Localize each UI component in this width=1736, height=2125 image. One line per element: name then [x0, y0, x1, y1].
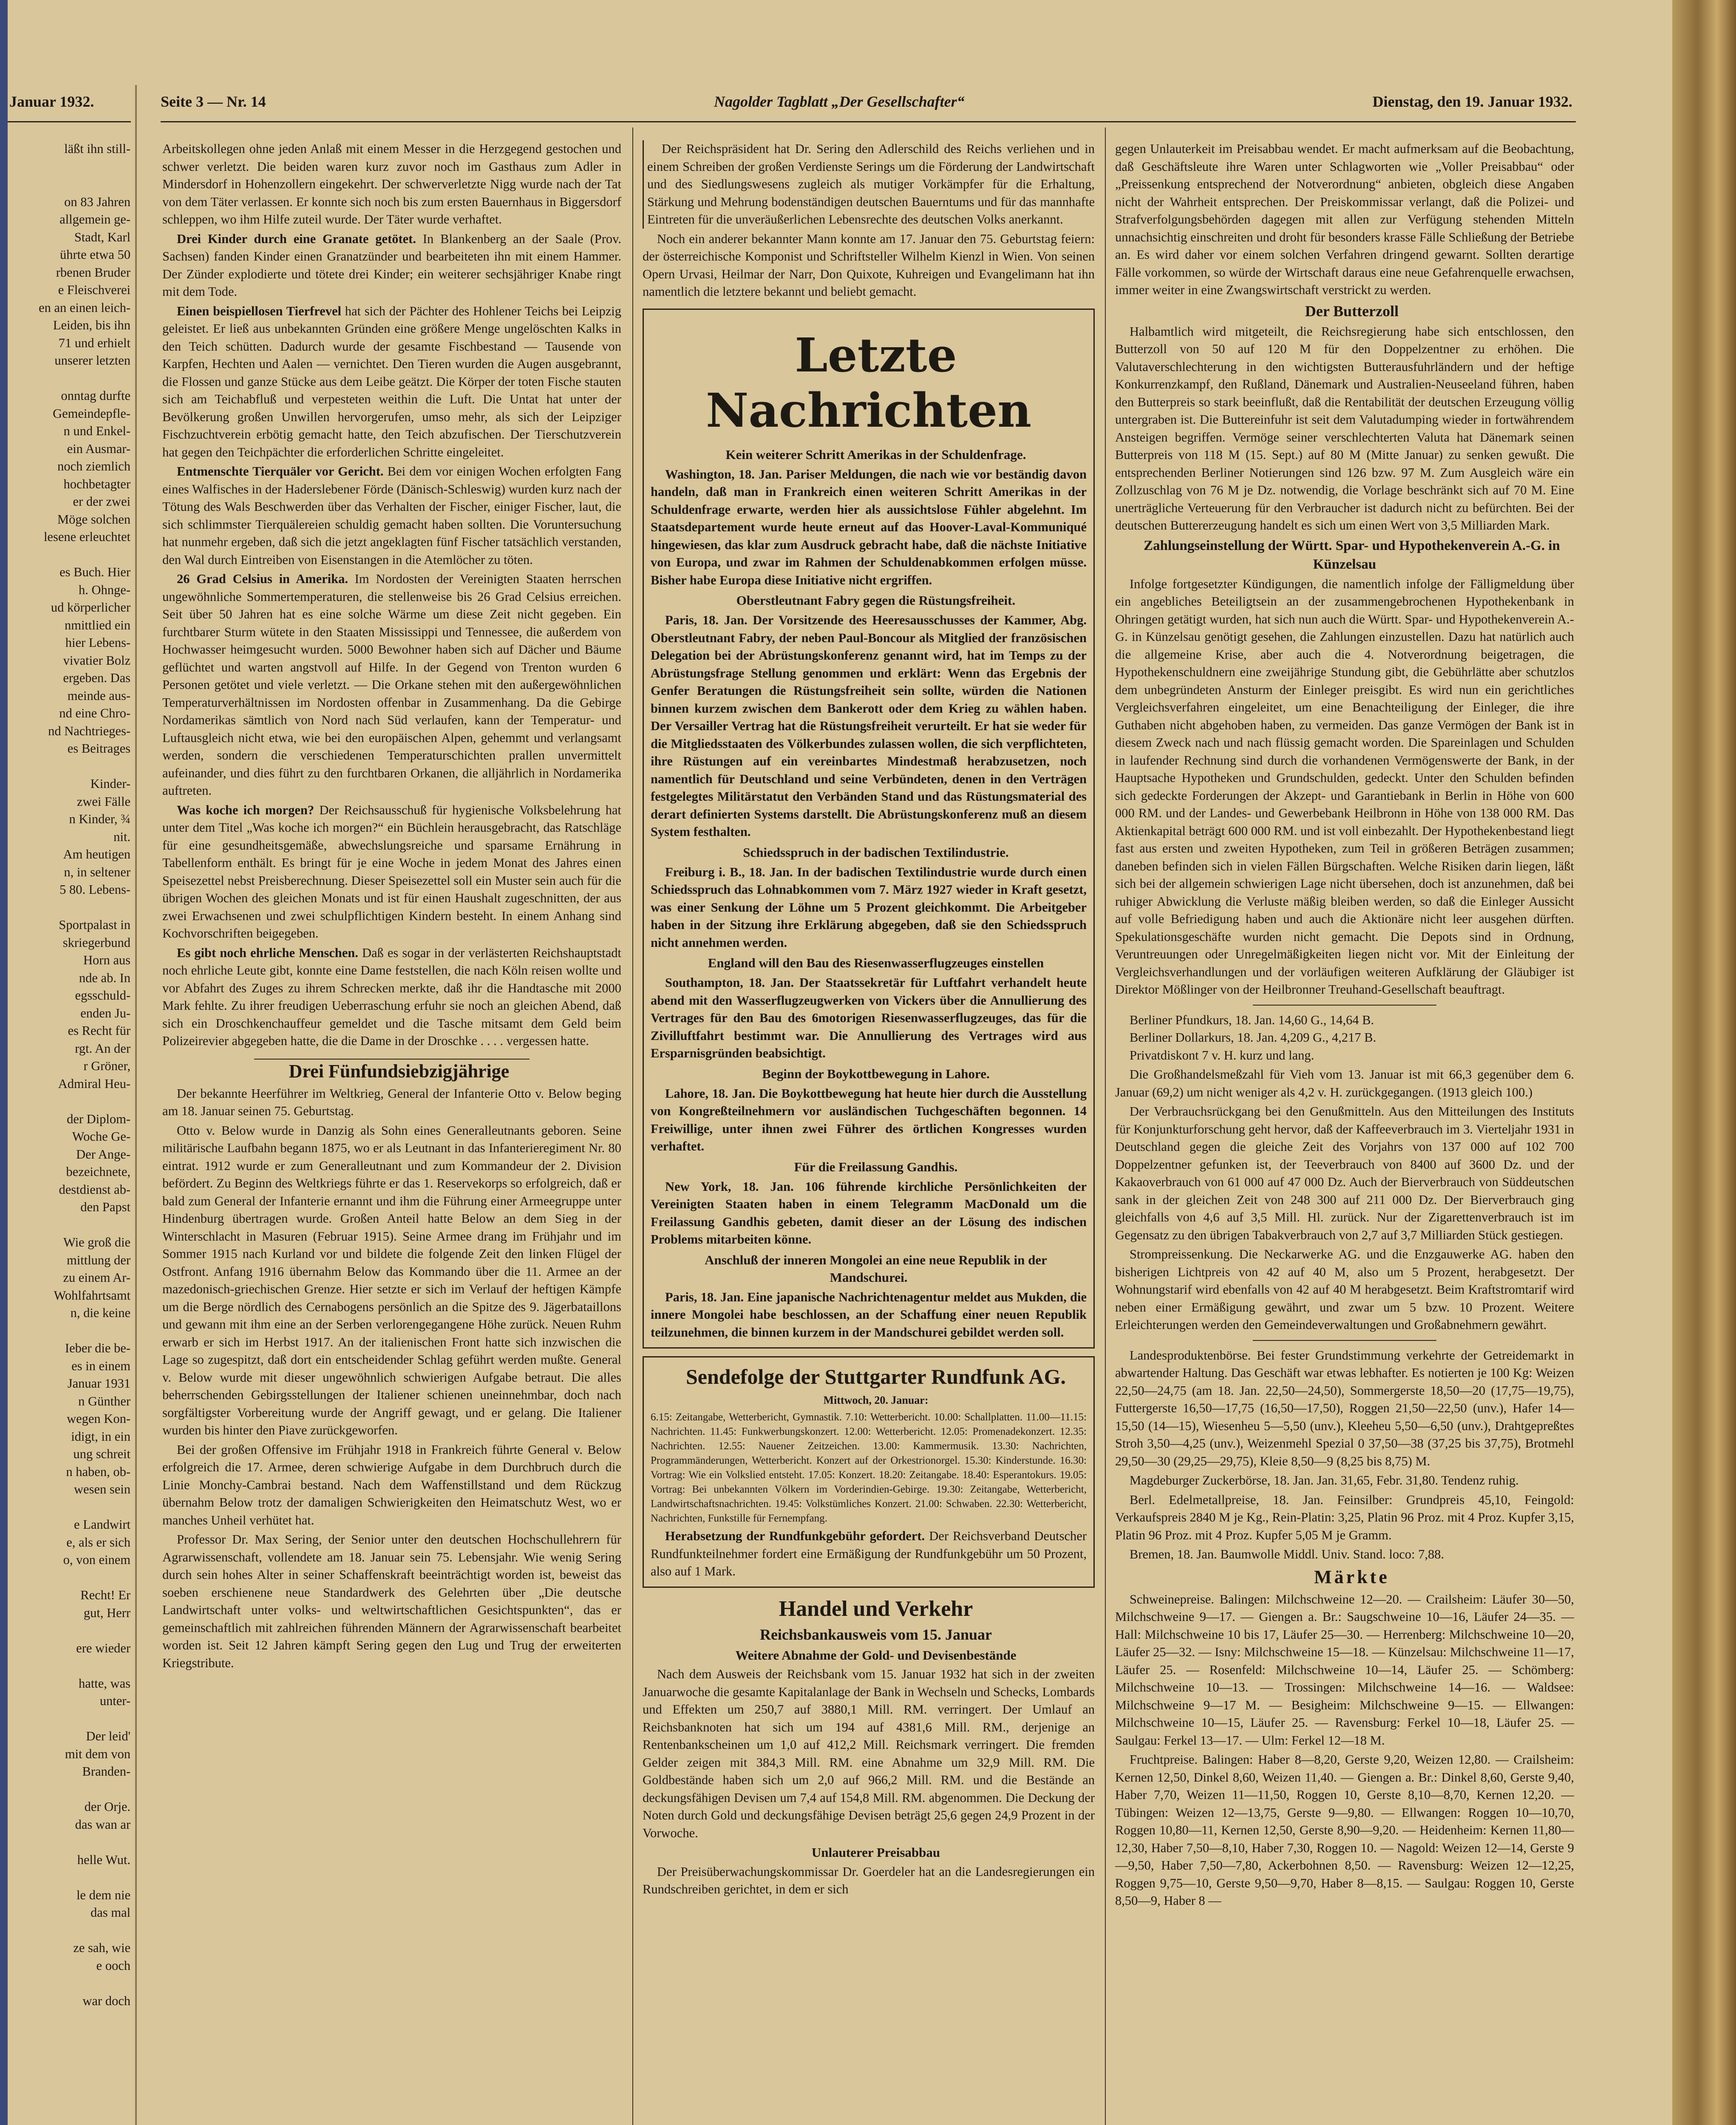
left-fragment-line: on 83 Jahren — [64, 194, 130, 209]
left-fragment-line: ere wieder — [76, 1640, 130, 1655]
left-fragment-line: das mal — [90, 1905, 130, 1920]
heading-butter: Der Butterzoll — [1305, 302, 1399, 320]
left-fragment-line: nd Nachtrieges- — [48, 723, 130, 738]
radio-program-box — [643, 1356, 1095, 1588]
heading-latest-news: Letzte Nachrichten — [705, 327, 1032, 438]
article-kienzl: Noch ein anderer bekannter Mann konnte am 17. Januar den 75. Geburtstag feiern: der österreichische Komponist und Schriftsteller Wilhelm Kienzl in Wien. Von seinen Opern Urvasi, Heilmar der Narr, Don Quixote, Kuhreigen und Evangelimann hat ihn namentlich die letztere bekannt und beliebt gemacht. — [643, 231, 1095, 299]
left-header-rule — [8, 121, 131, 122]
left-fragment-line: ührte etwa 50 — [60, 247, 130, 262]
article-wholesale-index: Die Großhandelsmeßzahl für Vieh vom 13. Januar ist mit 66,3 gegenüber dem 6. Januar (69,2) um nicht weniger als 4,2 v. H. zurückgegangen. (1913 gleich 100.) — [1115, 1067, 1574, 1099]
latest-news-box — [643, 309, 1095, 1349]
news-mongolia-head: Anschluß der inneren Mongolei an eine neue Republik in der Mandschurei. — [705, 1252, 1047, 1285]
heading-trade: Handel und Verkehr — [779, 1596, 973, 1621]
article-cooking — [162, 802, 621, 943]
left-fragment-line: rgt. An der — [75, 1041, 130, 1056]
left-fragment-line: h. Ohnge- — [79, 582, 130, 597]
left-fragment-line: o, von einem — [63, 1553, 130, 1567]
left-fragment-line: ung schreit — [73, 1447, 130, 1461]
left-fragment-line: Horn aus — [83, 953, 130, 967]
article-grenade-lead: Drei Kinder durch eine Granate getötet. — [177, 231, 416, 246]
column-3 — [1115, 140, 1574, 2125]
left-fragment-line: n, die keine — [70, 1306, 130, 1320]
left-fragment-line: zu einem Ar- — [63, 1270, 130, 1285]
heading-gold-decline: Weitere Abnahme der Gold- und Devisenbestände — [735, 1647, 1017, 1663]
article-butter: Halbamtlich wird mitgeteilt, die Reichsregierung habe sich entschlossen, den Butterzoll von 50 auf 120 M für den Doppelzentner zu erhöhen. Die Valutaverschlechterung in den wichtigsten Butterausfuhrländern und der heftige Konkurrenzkampf, den Rußland, Dänemark und Australien-Neuseeland führen, haben den Butterpreis so stark beeinflußt, daß die Rentabilität der deutschen Erzeugung völlig untergraben ist. Die Buttereinfuhr ist seit dem Valutadumping wieder in fortwährendem Ansteigen begriffen. Vermöge seiner verschlechterten Valuta hat Dänemark seinen Butterpreis von 118 M (15. Sept.) auf 80 M (Mitte Januar) zu senken gewußt. Die entsprechenden Berliner Notierungen sind 126 bzw. 97 M. Zum Ausgleich wäre ein Zollzuschlag von 76 M je Dz. notwendig, die Vorlage beschränkt sich auf 70 M. Eine unerträgliche Verteuerung für den Verbraucher ist dadurch nicht zu befürchten. Bei der deutschen Buttererzeugung handelt es sich um einen Wert von 3,5 Milliarden Mark. — [1115, 324, 1574, 533]
left-fragment-line: Wie groß die — [63, 1235, 130, 1250]
left-fragment-gap — [9, 1922, 130, 1940]
left-fragment-line: Kinder- — [90, 776, 130, 791]
left-fragment-line: n haben, ob- — [66, 1464, 130, 1479]
column-rule-1 — [632, 128, 633, 2125]
article-pig-prices: Schweinepreise. Balingen: Milchschweine 12—20. — Crailsheim: Läufer 30—50, Milchschweine 9—17. — Giengen a. Br.: Saugschweine 10—16, Läufer 24—35. — Hall: Milchschweine 10 bis 17, Läufer 25—30. — Herrenberg: Milchschweine 10—20, Läufer 25—32. — Isny: Milchschweine 15—18. — Künzelsau: Milchschweine 11—17, Läufer 25. — Rosenfeld: Milchschweine 10—14, Läufer 25. — Schömberg: Milchschweine 10—13. — Trossingen: Milchschweine 14—16. — Waldsee: Milchschweine 9—17 M. — Besigheim: Milchschweine 9—15. — Ellwangen: Milchschweine 10—15, Läufer 25. — Ravensburg: Ferkel 10—18, Läufer 25. — Saulgau: Ferkel 13—17. — Ulm: Ferkel 12—18 M. — [1115, 1592, 1574, 1748]
left-fragment-line: mit dem von — [65, 1746, 130, 1761]
left-fragment-line: meinde aus- — [67, 688, 130, 703]
left-fragment-gap — [9, 1833, 130, 1851]
left-fragment-gap — [9, 1499, 130, 1516]
left-fragment-line: der Diplom- — [67, 1111, 130, 1126]
left-fragment-gap — [9, 1622, 130, 1640]
radio-schedule: 6.15: Zeitangabe, Wetterbericht, Gymnastik. 7.10: Wetterbericht. 10.00: Schallplatten. 11.00—11.15: Nachrichten. 11.45: Funkwerbungskonzert. 12.00: Wetterbericht. 12.05: Promenadekonzert. 12.35: Nachrichten. 12.55: Nauener Zeitzeichen. 13.00: Kammermusik. 13.30: Nachrichten, Programmänderungen, Wetterbericht. Konzert auf der Orkestrionorgel. 15.30: Kinderstunde. 16.30: Vortrag: Wie ein Volkslied entsteht. 17.05: Konzert. 18.20: Zeitangabe. 18.40: Esperantokurs. 19.05: Vortrag: Bei unbekannten Völkern im Vorderindien-Gebirge. 19.30: Zeitangabe, Wetterbericht, Landwirtschaftsnachrichten. 19.45: Volkstümliches Konzert. 21.00: Schwaben. 22.30: Wetterbericht, Nachrichten, Funkstille für Fernempfang. — [651, 1411, 1087, 1524]
left-fragment-line: das wan ar — [75, 1817, 130, 1832]
left-fragment-line: Januar 1931 — [67, 1376, 130, 1391]
left-fragment-line: es Recht für — [68, 1023, 130, 1038]
article-honest — [162, 944, 621, 1050]
heading-reichsbank: Reichsbankausweis vom 15. Januar — [759, 1626, 992, 1643]
left-page-fragment-column — [9, 140, 130, 2125]
left-fragment-line: ud körperlicher — [51, 600, 130, 615]
left-fragment-line: er der zwei — [73, 494, 130, 509]
rate-discount: Privatdiskont 7 v. H. kurz und lang. — [1130, 1048, 1314, 1062]
news-seaplane-head: England will den Bau des Riesenwasserflugzeuges einstellen — [708, 955, 1044, 970]
left-fragment-line: destdienst ab- — [59, 1182, 130, 1197]
heading-markets: Märkte — [1314, 1566, 1390, 1587]
rate-dollar: Berliner Dollarkurs, 18. Jan. 4,209 G., 4,217 B. — [1130, 1030, 1376, 1045]
article-grenade — [162, 230, 621, 301]
left-fragment-gap — [9, 176, 130, 193]
left-fragment-line: mittlung der — [67, 1252, 130, 1267]
column-2 — [643, 140, 1095, 2125]
left-fragment-line: nit. — [113, 829, 130, 844]
left-fragment-line: Branden- — [82, 1764, 130, 1779]
left-fragment-line: n, in seltener — [64, 864, 130, 879]
radio-fee-note — [651, 1527, 1087, 1581]
rule-before-jubilees — [254, 1059, 530, 1060]
left-fragment-line: Gemeindepfle- — [53, 406, 130, 421]
left-fragment-line: bezeichnete, — [66, 1164, 130, 1179]
left-fragment-line: n Günther — [78, 1394, 130, 1408]
left-fragment-line: noch ziemlich — [57, 459, 130, 473]
news-lahore-head: Beginn der Boykottbewegung in Lahore. — [762, 1066, 990, 1081]
article-sering-award: Der Reichspräsident hat Dr. Sering den Adlerschild des Reichs verliehen und in einem Schreiben der großen Verdienste Serings um die Förderung der Landwirtschaft und des Siedlungswesens zugleich als mutiger Vorkämpfer für die Erhaltung, Stärkung und Mehrung bodenständigen deutschen Bauerntums und für das mannhafte Eintreten für die unveräußerlichen Lebensrechte des deutschen Volks anerkannt. — [643, 140, 1095, 229]
left-fragment-line: Der Ange- — [76, 1147, 130, 1162]
heading-unfair-price: Unlauterer Preisabbau — [811, 1845, 940, 1860]
left-fragment-line: le dem nie — [76, 1887, 130, 1902]
fold-gutter — [135, 85, 137, 2125]
article-consumption: Der Verbrauchsrückgang bei den Genußmitteln. Aus den Mitteilungen des Instituts für Konjunkturforschung geht hervor, daß der Kaffeeverbrauch im 3. Vierteljahr 1931 in Deutschland gegen die gleiche Zeit des Vorjahrs von 137 000 auf 102 700 Doppelzentner gefunken ist, der Teeverbrauch von 8400 auf 3600 Dz. und der Kakaoverbrauch von 61 000 auf 47 000 Dz. Auch der Bierverbrauch von Süddeutschen sank in der gleichen Zeit von 248 300 auf 211 000 Dz. Der Bierverbrauch ging gleichfalls von 4,6 auf 3,5 Mill. Hl. zurück. Nur der Zigarettenverbrauch ist im Gegensatz zu den übrigen Tabakverbrauch von 2,7 auf 3,7 Milliarden Stück gestiegen. — [1115, 1104, 1574, 1242]
radio-fee-lead: Herabsetzung der Rundfunkgebühr gefordert. — [665, 1529, 925, 1543]
left-fragment-line: egsschuld- — [75, 988, 130, 1003]
left-fragment-gap — [9, 1093, 130, 1111]
left-fragment-line: lesene erleuchtet — [43, 530, 130, 544]
left-fragment-line: den Papst — [80, 1200, 130, 1214]
left-fragment-line: es Beitrages — [67, 741, 130, 756]
news-lahore-body: Lahore, 18. Jan. Die Boykottbewegung hat heute hier durch die Ausstellung von Kongreßteilnehmern vor ausländischen Tuchgeschäften begonnen. 14 Freiwillige, unter ihnen zwei Führer des örtlichen Kongresses wurden verhaftet. — [651, 1086, 1087, 1153]
left-fragment-line: Admiral Heu- — [58, 1076, 130, 1091]
column-1 — [162, 140, 621, 2125]
left-fragment-line: es in einem — [71, 1358, 130, 1373]
left-fragment-line: enden Ju- — [80, 1006, 130, 1020]
article-below-intro: Der bekannte Heerführer im Weltkrieg, General der Infanterie Otto v. Below beging am 18. Januar seinen 75. Geburtstag. — [162, 1086, 621, 1118]
article-below-1918: Bei der großen Offensive im Frühjahr 1918 in Frankreich führte General v. Below erfolgreich die 17. Armee, deren schwierige Aufgabe in dem Durchbruch durch die Linie Monchy-Cambrai bestand. Nach dem Waffenstillstand und dem Rückzug übernahm Below trotz der damaligen Schwierigkeiten den Heimatschutz West, wo er manches Unheil verhütet hat. — [162, 1442, 621, 1527]
left-fragment-line: skriegerbund — [62, 935, 130, 950]
left-fragment-line: Der leid' — [86, 1729, 130, 1743]
left-fragment-line: Sportpalast in — [59, 918, 130, 932]
left-fragment-line: n Kinder, ¾ — [69, 812, 130, 826]
article-cooking-lead: Was koche ich morgen? — [177, 802, 314, 817]
article-fish — [162, 303, 621, 462]
left-fragment-line: unserer letzten — [54, 353, 130, 368]
news-gandhi-head: Für die Freilassung Gandhis. — [794, 1159, 958, 1174]
article-honest-body: Daß es sogar in der verlästerten Reichshauptstadt noch ehrliche Leute gibt, konnte eine Dame feststellen, die nach Köln reisen wollte und vor Abfahrt des Zuges zu ihrem Schrecken merkte, daß ihr die Handtasche mit 2000 Mark fehlte. Zu ihrer freudigen Ueberraschung erfuhr sie noch an gleichen Abend, daß sich ein Droschkenchauffeur gemeldet und die Tasche mitsamt dem Geld beim Polizeirevier abgegeben hatte, die die Dame in der Droschke . . . . vergessen hatte. — [162, 945, 621, 1048]
left-fragment-line: war doch — [82, 1993, 130, 2008]
article-heat-body: Im Nordosten der Vereinigten Staaten herrschen ungewöhnliche Sommertemperaturen, die stellenweise bis 26 Grad Celsius erreichen. Seit über 50 Jahren hat es eine solche Wärme um diese Zeit nicht gegeben. Ein furchtbarer Sturm wütete in den Staaten Mississippi und Tennessee, die außerdem von Hochwasser heimgesucht wurden. 5000 Bewohner haben sich auf Dächer und Bäume geflüchtet und warten angstvoll auf Hilfe. In der Gegend von Trenton wurden 6 Personen getötet und viele verletzt. — Die Orkane stehen mit den außergewöhnlichen Temperaturverhältnissen im Nordosten offenbar in Zusammenhang. Da die Gebirge Nordamerikas sämtlich von Nord nach Süd verlaufen, kann der Temperatur- und Luftausgleich nicht etwa, wie bei den europäischen Alpen, gehemmt und verlangsamt werden, sondern die verschiedenen Temperaturschichten prallen unvermittelt aufeinander, und dies führt zu den furchtbaren Orkanen, die alljährlich in Nordamerika auftreten. — [162, 572, 621, 798]
news-debt-head: Kein weiterer Schritt Amerikas in der Schuldenfrage. — [725, 447, 1026, 462]
article-cooking-body: Der Reichsausschuß für hygienische Volksbelehrung hat unter dem Titel „Was koche ich morgen?“ ein Büchlein herausgebracht, das Ratschläge für eine gesundheitsgemäße, abwechslungsreiche und sparsame Ernährung in Tabellenform enthält. Es bringt für je eine Woche in jedem Monat des Jahres einen Speisezettel nebst Preisberechnung. Dieser Speisezettel soll ein Muster sein auch für die übrigen Wochen des gleichen Monats und ist für einen Haushalt zugeschnitten, der aus zwei Erwachsenen und zwei schulpflichtigen Kindern besteht. In einem Anhang sind Kochvorschriften beigegeben. — [162, 802, 621, 941]
left-fragment-line: idigt, in ein — [71, 1429, 130, 1444]
radio-day: Mittwoch, 20. Januar: — [823, 1394, 929, 1406]
left-fragment-line: hatte, was — [79, 1676, 130, 1691]
article-whale-lead: Entmenschte Tierquäler vor Gericht. — [177, 464, 384, 479]
article-stabbing: Arbeitskollegen ohne jeden Anlaß mit einem Messer in die Herzgegend gestochen und schwer verletzt. Die beiden waren kurz zuvor noch im Gasthaus zum Adler in Mindersdorf in Hohenzollern eingekehrt. Der schwerverletzte Nigg wurde nach der Tat von dem Täter verlassen. Er konnte sich noch bis zum ersten Bauernhaus in Biggersdorf schleppen, wo ihm Hilfe zuteil wurde. Der Täter wurde verhaftet. — [162, 142, 621, 227]
article-grenade-body: In Blankenberg an der Saale (Prov. Sachsen) fanden Kinder einen Granatzünder und bearbeiteten ihn mit einem Hammer. Der Zünder explodierte und tötete drei Kinder; ein weiterer sechsjähriger Knabe ringt mit dem Tode. — [162, 231, 621, 299]
article-sering: Professor Dr. Max Sering, der Senior unter den deutschen Hochschullehrern für Agrarwissenschaft, vollendete am 18. Januar sein 75. Lebensjahr. Wie wenig Sering durch sein hohes Alter in seiner Schaffenskraft beeinträchtigt worden ist, beweist das soeben erschienene neue Standardwerk des Gelehrten über „Die deutsche Landwirtschaft unter volks- und weltwirtschaftlichen Gesichtspunkten“, das er gemeinschaftlich mit zahlreichen führenden Männern der Agrarwissenschaft bearbeitet worden ist. Seit 12 Jahren kämpft Sering gegen den Lug und Trug der erweiterten Kriegstribute. — [162, 1532, 621, 1670]
left-fragment-line: hochbetagter — [63, 476, 130, 491]
left-fragment-line: wesen sein — [74, 1482, 130, 1496]
left-fragment-line: Ieber die be- — [65, 1341, 130, 1355]
news-textile-body: Freiburg i. B., 18. Jan. In der badischen Textilindustrie wurde durch einen Schiedsspruch das Lohnabkommen vom 7. März 1927 wieder in Kraft gesetzt, was einer Senkung der Löhne um 5 Prozent gleichkommt. Die Arbeitgeber haben in der Sitzung ihre Erklärung abgegeben, daß sie den Schiedsspruch nicht annehmen werden. — [651, 864, 1087, 950]
left-fragment-line: nde ab. In — [79, 970, 130, 985]
page-edge-right — [1672, 0, 1736, 2125]
article-whale-body: Bei dem vor einigen Wochen erfolgten Fang eines Walfisches in der Haderslebener Förde (Dänisch-Schleswig) wurden kurz nach der Tötung des Wals Beschwerden über das Verhalten der Fischer, einiger Fischer, laut, die sich schlimmster Tierquälereien schuldig gemacht haben sollten. Die Voruntersuchung hat nunmehr ergeben, daß sich die jetzt angeklagten fünf Fischer tatsächlich verstanden, den Wal durch Eintreiben von Eisenstangen in die Atemlöcher zu töten. — [162, 464, 621, 567]
left-fragment-gap — [9, 1710, 130, 1728]
article-honest-lead: Es gibt noch ehrliche Menschen. — [177, 945, 358, 960]
article-produce-exchange: Landesproduktenbörse. Bei fester Grundstimmung verkehrte der Getreidemarkt in abwartender Haltung. Das Geschäft war etwas lebhafter. Es notierten je 100 Kg: Weizen 22,50—24,75 (am 18. Jan. 22,50—24,50), Sommergerste 18,50—20 (17,75—19,75), Futtergerste 16,50—17,75 (16,50—17,50), Roggen 21,50—22,50 (unv.), Hafer 14—15,50 (14—15), Wiesenheu 5—5,50 (unv.), Kleeheu 5,50—6,50 (unv.), Drahtgepreßtes Stroh 3,50—4,25 (unv.), Weizenmehl Spezial 0 37,50—38 (37,25 bis 37,75), Brotmehl 29,50—30 (29,25—29,75), Kleie 8,50—9 (8,25 bis 8,75) M. — [1115, 1348, 1574, 1468]
left-fragment-gap — [9, 758, 130, 776]
left-fragment-line: Wohlfahrtsamt — [54, 1288, 130, 1303]
left-fragment-gap — [9, 1322, 130, 1340]
heading-three-75: Drei Fünfundsiebzigjährige — [289, 1060, 510, 1082]
left-fragment-line: der Orje. — [84, 1799, 130, 1814]
left-fragment-gap — [9, 1975, 130, 1992]
article-unfair-price-start: Der Preisüberwachungskommissar Dr. Goerdeler hat an die Landesregierungen ein Rundschreiben gerichtet, in dem er sich — [643, 1864, 1095, 1896]
left-fragment-line: läßt ihn still- — [64, 142, 130, 156]
left-fragment-line: Möge solchen — [57, 512, 130, 527]
heading-kuenzelsau: Zahlungseinstellung der Württ. Spar- und Hypothekenverein A.-G. in Künzelsau — [1144, 538, 1560, 572]
news-fabry-body: Paris, 18. Jan. Der Vorsitzende des Heeresausschusses der Kammer, Abg. Oberstleutnant Fabry, der neben Paul-Boncour als Mitglied der französischen Delegation bei der Abrüstungskonferenz genannt wird, hat im Temps zu der Abrüstungsfrage Stellung genommen und erklärt: Wenn das Ergebnis der Genfer Beratungen die Rüstungsfreiheit sein sollte, würden die Nationen binnen kurzem zwischen dem Bankerott oder dem Krieg zu wählen haben. Der Versailler Vertrag hat die Rüstungsfreiheit verurteilt. Er hat sie weder für die Mitgliedsstaaten des Völkerbundes zulassen wollen, die sich verpflichteten, ihre Rüstungen auf ein vereinbartes Mindestmaß herabzusetzen, noch namentlich für Deutschland und seine Verbündeten, denen in den Verträgen festgelegtes Militärstatut den Verbänden Stand und das Rüstungsmaterial des derart definierten Systems darstellt. Die Abrüstungskonferenz muß an diesem System festhalten. — [651, 613, 1087, 839]
left-fragment-line: en an einen leich- — [39, 300, 130, 315]
rate-pound: Berliner Pfundkurs, 18. Jan. 14,60 G., 14,64 B. — [1130, 1012, 1374, 1027]
left-fragment-line: Recht! Er — [80, 1588, 130, 1602]
left-fragment-line: 5 80. Lebens- — [59, 882, 130, 897]
news-debt-body: Washington, 18. Jan. Pariser Meldungen, die nach wie vor beständig davon handeln, daß man in Frankreich einen weiteren Schritt Amerikas in der Schuldenfrage erwarte, werden hier als aussichtslose Fühler abgelehnt. Im Staatsdepartement wurde heute erneut auf das Hoover-Laval-Kommuniqué hingewiesen, das klar zum Ausdruck gebracht habe, daß die nächste Initiative von Europa, und zwar im Rahmen der Schuldenabkommen erfolgen müsse. Bisher habe Europa diese Initiative nicht ergriffen. — [651, 467, 1087, 587]
left-fragment-line: zwei Fälle — [76, 794, 130, 809]
left-fragment-line: Leiden, bis ihn — [53, 318, 130, 332]
left-fragment-line: e Fleischverei — [58, 283, 130, 297]
left-fragment-gap — [9, 158, 130, 176]
news-mongolia-body: Paris, 18. Jan. Eine japanische Nachrichtenagentur meldet aus Mukden, die innere Mongolei habe beschlossen, an der Schaffung einer neuen Republik teilzunehmen, die binnen kurzem in der Mandschurei gebildet werden soll. — [651, 1289, 1087, 1340]
article-grain-prices: Fruchtpreise. Balingen: Haber 8—8,20, Gerste 9,20, Weizen 12,80. — Crailsheim: Kernen 12,50, Dinkel 8,60, Weizen 11,40. — Giengen a. Br.: Dinkel 8,60, Gerste 9,40, Haber 7,70, Weizen 11—11,50, Roggen 10, Gerste 8,10—8,70, Kernen 12,20. — Tübingen: Weizen 12—13,75, Gerste 9—9,80. — Ellwangen: Roggen 10—10,70, Roggen 10,80—11, Kernen 12,50, Gerste 8,90—9,20. — Heidenheim: Kernen 11,80—12,30, Haber 7,50—8,10, Haber 7,30, Roggen 10. — Nagold: Weizen 12—14, Gerste 9—9,50, Haber 7,50—7,80, Ackerbohnen 8,50. — Ravensburg: Weizen 12—12,25, Roggen 9,75—10, Gerste 9,50—9,70, Haber 8—8,15. — Saulgau: Roggen 10, Gerste 8,50—9, Haber 8 — — [1115, 1752, 1574, 1908]
left-fragment-gap — [9, 899, 130, 917]
left-fragment-line: vivatier Bolz — [63, 653, 130, 668]
article-below-career: Otto v. Below wurde in Danzig als Sohn eines Generalleutnants geboren. Seine militärische Laufbahn begann 1875, wo er als Leutnant in das Infanterieregiment Nr. 80 eintrat. 1912 wurde er zum Generalleutnant und zum Kommandeur der 2. Division befördert. Zu Beginn des Weltkriegs führte er das 1. Reservekorps so erfolgreich, daß er bald zum General der Infanterie ernannt und ihm die Führung einer Armeegruppe unter Hindenburg übertragen wurde. Großen Anteil hatte Below an dem Sieg in der Winterschlacht in Masuren (Februar 1915). Seine Armee drang im Frühjahr und im Sommer 1915 nach Kurland vor und bildete die folgende Zeit den linken Flügel der Ostfront. Anfang 1916 übernahm Below das Kommando über die 11. Armee an der mazedonisch-griechischen Grenze. Hier setzte er sich im Verlauf der heftigen Kämpfe um die Berge nördlich des Cernabogens persönlich an die Spitze des 9. Jägerbataillons und gewann mit ihm eine an der Serben verlorengegangene Höhe zurück. Neuen Ruhm erwarb er sich im Herbst 1917. An der italienischen Front hatte sich inzwischen die Lage so zugespitzt, daß dort ein entscheidender Schlag geführt werden mußte. General v. Below wurde mit dieser ungewöhnlich schwierigen Aufgabe betraut. Die alles beherrschenden Gebirgsstellungen der Italiener schienen uneinnehmbar, doch nach sorgfältigster Vorbereitung wurde der Angriff gewagt, und er gelang. Die Italiener wurden bis hinter den Piave zurückgeworfen. — [162, 1123, 621, 1437]
news-textile-head: Schiedsspruch in der badischen Textilindustrie. — [743, 844, 1009, 860]
article-metals: Berl. Edelmetallpreise, 18. Jan. Feinsilber: Grundpreis 45,10, Feingold: Verkaufspreis 2840 M je Kg., Rein-Platin: 3,25, Platin 96 Proz. mit 4 Proz. Kupfer 3,15, Platin 96 Proz. mit 4 Proz. Kupfer 5,05 M je Gramm. — [1115, 1492, 1574, 1542]
left-fragment-line: nmittlied ein — [64, 618, 130, 632]
left-fragment-gap — [9, 546, 130, 564]
left-fragment-line: 71 und erhielt — [58, 335, 130, 350]
left-fragment-line: Am heutigen — [63, 847, 130, 861]
left-fragment-gap — [9, 1781, 130, 1799]
left-fragment-line: e Landwirt — [74, 1517, 130, 1532]
column-rule-2 — [1105, 128, 1106, 2125]
left-fragment-line: rbenen Bruder — [56, 265, 130, 280]
article-fish-body: hat sich der Pächter des Hohlener Teichs bei Leipzig geleistet. Er ließ aus unbekannten Gründen eine größere Menge ungelöschten Kalks in den Teich schütten. Dadurch wurde der gesamte Fischbestand — Tausende von Karpfen, Hechten und Aalen — vernichtet. Den Tieren wurden die Augen ausgebrannt, die Flossen und ganze Stücke aus dem Leibe geätzt. Die Körper der toten Fische stauten sich am Teichabfluß und verpesteten weithin die Luft. Die Untat hat unter der Bevölkerung großen Unwillen hervorgerufen, umso mehr, als sich der Leipziger Fischzuchtverein erbötig gemacht hatte, den Teich abzufischen. Der Tierschutzverein hat gegen den Teichpächter die erforderlichen Schritte eingeleitet. — [162, 303, 621, 459]
radio-fee-body: Der Reichsverband Deutscher Rundfunkteilnehmer fordert eine Ermäßigung der Rundfunkgebühr um 50 Prozent, also auf 1 Mark. — [651, 1529, 1087, 1578]
left-fragment-gap — [9, 370, 130, 388]
left-fragment-line: r Gröner, — [83, 1059, 130, 1073]
left-fragment-line: n und Enkel- — [63, 424, 130, 438]
book-binding-left — [0, 0, 8, 2125]
left-fragment-line: hier Lebens- — [65, 635, 130, 650]
left-fragment-line: e, als er sich — [66, 1535, 130, 1550]
article-kuenzelsau: Infolge fortgesetzter Kündigungen, die namentlich infolge der Fälligmeldung über ein angebliches Beteiligtsein an der zusammengebrochenen Hypothekenbank in Ohringen getätigt wurden, hat sich nun auch die Württ. Spar- und Hypothekenverein A.-G. in Künzelsau genötigt gesehen, die Zahlungen einzustellen. Dazu hat natürlich auch die allgemeine Krise, aber auch die 4. Notverordnung beigetragen, die Hypothekenschuldnern eine zweijährige Stundung gibt, die Gebührlätte aber schutzlos dem unbegründeten Ansturm der Einleger preisgibt. Es wird nun ein gerichtliches Vergleichsverfahren eingeleitet, um eine Benachteiligung der Einleger, die ihre Guthaben nicht abgehoben haben, zu vermeiden. Das ganze Vermögen der Bank ist in diesem Zweck nach und nach flüssig gemacht worden. Die Spareinlagen und Schulden in laufender Rechnung sind durch die vorhandenen Vermögenswerte der Bank, in der Hauptsache Hypotheken und Grundschulden, gedeckt. Unter den Schulden befinden sich gedeckte Forderungen der Akzept- und Garantiebank in Berlin in Höhe von 600 000 RM. und der Landes- und Gewerbebank Heilbronn in Höhe von 138 000 RM. Das Aktienkapital beträgt 600 000 RM. und ist voll einbezahlt. Der Hypothekenbestand liegt fast aus ersten und zweiten Hypotheken, zum Teil in größeren Beträgen zusammen; daneben befinden sich in vielen Fällen Bürgschaften. Welche Risiken darin liegen, läßt sich bei der allgemein schwierigen Lage nicht übersehen, doch ist anzunehmen, daß bei ruhiger Abwicklung die Verluste mäßig bleiben werden, so daß die Einleger Aussicht auf volle Befriedigung haben und auch die Aktionäre nicht leer ausgehen dürften. Spekulationsgeschäfte wurden nicht gemacht. Die Depots sind in Ordnung, Veruntreuungen oder Unregelmäßigkeiten liegen nicht vor. Mit der Einleitung der Vergleichsverhandlungen und der vorläufigen weiteren Aufklärung der Gläubiger ist Direktor Mößlinger von der Heilbronner Treuhand-Gesellschaft beauftragt. — [1115, 576, 1574, 997]
article-reichsbank: Nach dem Ausweis der Reichsbank vom 15. Januar 1932 hat sich in der zweiten Januarwoche die gesamte Kapitalanlage der Bank in Wechseln und Schecks, Lombards und Effekten um 250,7 auf 3880,1 Mill. RM. verringert. Der Umlauf an Reichsbanknoten hat sich um 194 auf 4381,6 Mill. RM., derjenige an Rentenbankscheinen um 1,0 auf 412,2 Mill. Reichsmark verringert. Die fremden Gelder zeigen mit 384,3 Mill. RM. eine Abnahme um 32,9 Mill. RM. Die Goldbestände haben sich um 2,0 auf 966,2 Mill. RM. und die Bestände an deckungsfähigen Devisen um 7,4 auf 154,8 Mill. RM. abgenommen. Die Deckung der Noten durch Gold und deckungsfähige Devisen beträgt 25,6 gegen 24,9 Prozent in der Vorwoche. — [643, 1667, 1095, 1840]
left-fragment-line: gut, Herr — [83, 1605, 130, 1620]
left-fragment-line: onntag durfte — [61, 388, 130, 403]
article-unfair-price-cont: gegen Unlauterkeit im Preisabbau wendet. Er macht aufmerksam auf die Beobachtung, daß Geschäftsleute ihre Waren unter Schlagworten wie „Voller Preisabbau“ oder „Preissenkung entsprechend der Notverordnung“ anbieten, obgleich diese Angaben nicht der Wahrheit entsprechen. Der Preiskommissar verlangt, daß die Polizei- und Strafverfolgungsbehörden dagegen mit allen zur Verfügung stehenden Mitteln unnachsichtig einschreiten und droht für besonders krasse Fälle Schließung der Betriebe an. Es wird daher vor einem solchen Verfahren dringend gewarnt. Sollten derartige Fälle vorkommen, so würde der Wirtschaft daraus eine neue Gefahrenquelle erwachsen, immer weiter in eine Zwangswirtschaft verstrickt zu werden. — [1115, 142, 1574, 297]
left-fragment-line: helle Wut. — [77, 1852, 130, 1867]
left-fragment-line: e ooch — [96, 1958, 130, 1973]
left-fragment-line: ein Ausmar- — [67, 441, 130, 456]
issue-date: Dienstag, den 19. Januar 1932. — [1372, 93, 1572, 110]
left-fragment-line: wegen Kon- — [67, 1411, 130, 1426]
left-fragment-gap — [9, 1869, 130, 1887]
article-power-price: Strompreissenkung. Die Neckarwerke AG. und die Enzgauwerke AG. haben den bisherigen Lichtpreis von 42 auf 40 M, also um 5 Prozent, herabgesetzt. Der Wohnungstarif wird ebenfalls von 42 auf 40 M herabgesetzt. Beim Kraftstromtarif wird neben einer Ermäßigung gewährt, und zwar um 5 bzw. 10 Prozent. Weitere Erleichterungen werden den Gemeindeverwaltungen und Großabnehmern gewährt. — [1115, 1247, 1574, 1332]
page-number: Seite 3 — Nr. 14 — [161, 93, 266, 110]
news-fabry-head: Oberstleutnant Fabry gegen die Rüstungsfreiheit. — [736, 593, 1016, 608]
left-fragment-line: unter- — [99, 1694, 130, 1708]
left-fragment-gap — [9, 1569, 130, 1587]
article-fish-lead: Einen beispiellosen Tierfrevel — [177, 303, 341, 318]
news-gandhi-body: New York, 18. Jan. 106 führende kirchliche Persönlichkeiten der Vereinigten Staaten haben in einem Telegramm MacDonald um die Freilassung Gandhis gebeten, damit dieser an der Lösung des indischen Problems mitarbeiten könne. — [651, 1179, 1087, 1247]
newspaper-title: Nagolder Tagblatt „Der Gesellschafter“ — [714, 93, 965, 110]
left-fragment-gap — [9, 1216, 130, 1234]
left-fragment-line: es Buch. Hier — [59, 565, 130, 579]
left-fragment-line: ergeben. Das — [63, 671, 130, 685]
article-whale — [162, 463, 621, 569]
article-heat — [162, 570, 621, 800]
left-fragment-gap — [9, 1657, 130, 1675]
left-fragment-line: ze sah, wie — [73, 1941, 130, 1955]
rule-markets — [1253, 1340, 1436, 1341]
left-fragment-line: Stadt, Karl — [74, 230, 130, 244]
left-page-header-date: Januar 1932. — [9, 93, 94, 110]
article-sugar: Magdeburger Zuckerbörse, 18. Jan. Jan. 31,65, Febr. 31,80. Tendenz ruhig. — [1130, 1473, 1519, 1488]
article-heat-lead: 26 Grad Celsius in Amerika. — [177, 572, 348, 586]
rule-rates — [1253, 1005, 1436, 1006]
left-fragment-line: allgemein ge- — [59, 212, 130, 227]
news-seaplane-body: Southampton, 18. Jan. Der Staatssekretär für Luftfahrt verhandelt heute abend mit den Wasserflugzeugwerken von Vickers über die Annullierung des Vertrages für den Bau des 6motorigen Riesenwasserflugzeuges, das für die Zivilluftfahrt bestimmt war. Die Annullierung des Vertrages wird aus Ersparnisgründen beabsichtigt. — [651, 975, 1087, 1060]
left-fragment-line: Woche Ge- — [72, 1129, 130, 1144]
heading-radio: Sendefolge der Stuttgarter Rundfunk AG. — [685, 1365, 1066, 1388]
article-cotton: Bremen, 18. Jan. Baumwolle Middl. Univ. Stand. loco: 7,88. — [1130, 1547, 1444, 1561]
header-rule — [161, 121, 1576, 122]
left-fragment-line: nd eine Chro- — [59, 706, 130, 720]
